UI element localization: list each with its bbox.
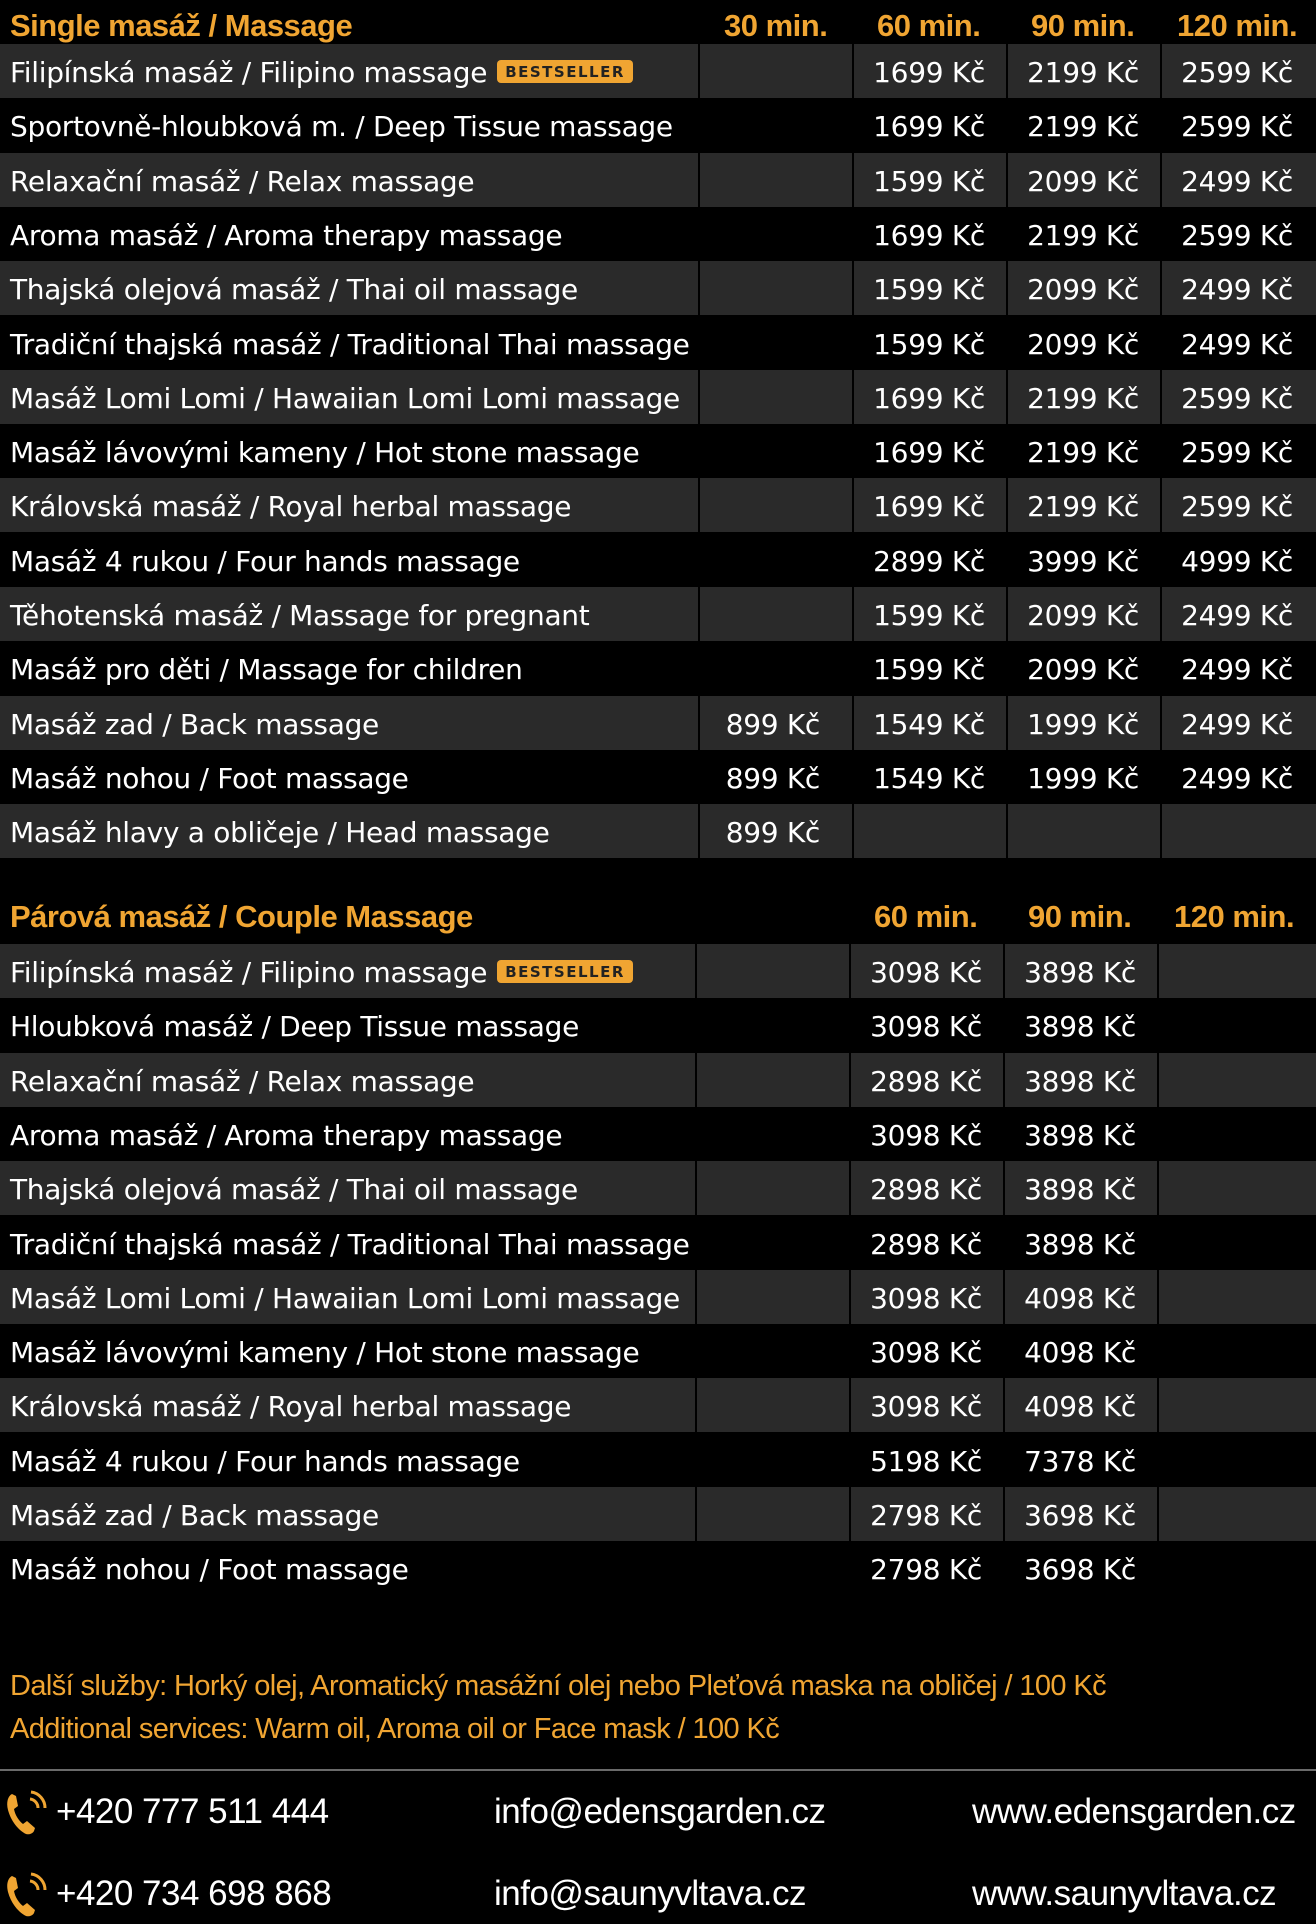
service-name-text: Sportovně-hloubková m. / Deep Tissue massage <box>10 110 673 144</box>
price-p60: 5198 Kč <box>870 1444 982 1478</box>
price-p30: 899 Kč <box>725 707 820 741</box>
couple-duration-90: 90 min. <box>1028 899 1132 934</box>
price-cell <box>1159 1378 1316 1432</box>
price-p90: 2199 Kč <box>1027 490 1139 524</box>
price-p60: 3098 Kč <box>870 956 982 989</box>
price-p120: 2599 Kč <box>1181 56 1293 89</box>
price-p90: 2099 Kč <box>1027 273 1139 307</box>
service-name-text: Masáž lávovými kameny / Hot stone massage <box>10 1336 640 1370</box>
price-p120: 2499 Kč <box>1181 599 1293 632</box>
price-p60: 1699 Kč <box>873 381 985 415</box>
service-name-text: Masáž pro děti / Massage for children <box>10 653 523 687</box>
price-p60: 3098 Kč <box>870 1336 982 1370</box>
price-p90: 4098 Kč <box>1024 1336 1136 1370</box>
table-row <box>0 1433 1316 1487</box>
contact-web-1[interactable]: www.edensgarden.cz <box>972 1792 1296 1831</box>
price-p60: 3098 Kč <box>870 1010 982 1044</box>
service-name <box>10 1119 562 1152</box>
table-row <box>0 1541 1316 1595</box>
table-row <box>0 533 1316 587</box>
table-row <box>0 696 1316 750</box>
price-cell <box>697 1378 849 1432</box>
price-cell <box>700 44 852 98</box>
table-row <box>0 44 1316 98</box>
price-p90: 1999 Kč <box>1027 761 1139 795</box>
price-p120: 2499 Kč <box>1181 761 1293 795</box>
table-row <box>0 424 1316 478</box>
table-row <box>0 153 1316 207</box>
price-p90: 3898 Kč <box>1024 1010 1136 1044</box>
price-p60: 1699 Kč <box>873 110 985 144</box>
service-name-text: Masáž Lomi Lomi / Hawaiian Lomi Lomi massage <box>10 381 680 415</box>
price-p60: 2798 Kč <box>870 1553 982 1587</box>
price-cell <box>697 944 849 998</box>
table-row <box>0 316 1316 370</box>
bestseller-badge: BESTSELLER <box>497 960 633 983</box>
service-name <box>10 219 562 252</box>
service-name-text: Masáž zad / Back massage <box>10 707 379 741</box>
service-name-text: Aroma masáž / Aroma therapy massage <box>10 218 563 252</box>
price-p60: 1549 Kč <box>873 707 985 741</box>
price-p90: 2199 Kč <box>1027 436 1139 470</box>
price-p120: 2499 Kč <box>1181 273 1293 307</box>
price-cell <box>700 316 852 370</box>
service-name <box>10 110 673 143</box>
table-row <box>0 98 1316 152</box>
price-cell <box>1159 1541 1316 1595</box>
table-row <box>0 1107 1316 1161</box>
price-cell <box>697 1541 849 1595</box>
price-p60: 1699 Kč <box>873 490 985 524</box>
couple-duration-60: 60 min. <box>874 899 978 934</box>
price-p90: 3898 Kč <box>1024 1064 1136 1098</box>
table-row <box>0 261 1316 315</box>
price-p120: 2499 Kč <box>1181 653 1293 687</box>
price-cell <box>697 1324 849 1378</box>
contact-email-2[interactable]: info@saunyvltava.cz <box>494 1874 807 1913</box>
service-name-text: Královská masáž / Royal herbal massage <box>10 490 572 524</box>
service-name-text: Masáž 4 rukou / Four hands massage <box>10 1444 520 1478</box>
service-name-text: Masáž hlavy a obličeje / Head massage <box>10 816 550 850</box>
service-name-text: Relaxační masáž / Relax massage <box>10 164 475 198</box>
price-cell <box>700 587 852 641</box>
price-cell <box>700 424 852 478</box>
price-p120: 2499 Kč <box>1181 707 1293 741</box>
service-name-text: Thajská olejová masáž / Thai oil massage <box>10 1173 578 1207</box>
price-p60: 2898 Kč <box>870 1227 982 1261</box>
contact-row <box>0 1782 1316 1842</box>
service-name-text: Thajská olejová masáž / Thai oil massage <box>10 273 578 307</box>
service-name-text: Královská masáž / Royal herbal massage <box>10 1390 572 1424</box>
service-name-text: Filipínská masáž / Filipino massage <box>10 56 488 89</box>
service-name <box>10 1336 639 1369</box>
price-p90: 2199 Kč <box>1027 110 1139 144</box>
couple-section-title: Párová masáž / Couple Massage <box>10 899 473 934</box>
service-name-text: Masáž nohou / Foot massage <box>10 1553 409 1587</box>
service-name <box>10 490 571 523</box>
service-name <box>10 653 523 686</box>
price-p90: 3898 Kč <box>1024 1173 1136 1207</box>
price-cell <box>1159 1270 1316 1324</box>
service-name <box>10 956 633 989</box>
price-p120: 2599 Kč <box>1181 218 1293 252</box>
service-name-text: Aroma masáž / Aroma therapy massage <box>10 1118 563 1152</box>
price-cell <box>1159 1324 1316 1378</box>
service-name-text: Masáž 4 rukou / Four hands massage <box>10 544 520 578</box>
service-name-text: Filipínská masáž / Filipino massage <box>10 956 488 989</box>
price-cell <box>1159 998 1316 1052</box>
price-p60: 1699 Kč <box>873 56 985 89</box>
price-cell <box>700 153 852 207</box>
price-p90: 3898 Kč <box>1024 956 1136 989</box>
price-p90: 3898 Kč <box>1024 1118 1136 1152</box>
service-name <box>10 1390 571 1423</box>
price-p120: 4999 Kč <box>1181 544 1293 578</box>
price-cell <box>700 641 852 695</box>
service-name <box>10 1010 579 1043</box>
contact-web-2[interactable]: www.saunyvltava.cz <box>972 1874 1277 1913</box>
table-row <box>0 641 1316 695</box>
price-p60: 1699 Kč <box>873 218 985 252</box>
service-name <box>10 762 409 795</box>
table-row <box>0 587 1316 641</box>
service-name-text: Tradiční thajská masáž / Traditional Thai massage <box>10 327 690 361</box>
table-row <box>0 1324 1316 1378</box>
price-p90: 2199 Kč <box>1027 218 1139 252</box>
price-cell <box>697 1107 849 1161</box>
table-row <box>0 750 1316 804</box>
price-cell <box>700 207 852 261</box>
service-name-text: Hloubková masáž / Deep Tissue massage <box>10 1010 579 1044</box>
service-name <box>10 1173 578 1206</box>
price-p60: 2898 Kč <box>870 1173 982 1207</box>
table-row <box>0 1487 1316 1541</box>
price-p60: 1549 Kč <box>873 761 985 795</box>
price-p60: 3098 Kč <box>870 1118 982 1152</box>
table-row <box>0 944 1316 998</box>
service-name-text: Masáž lávovými kameny / Hot stone massage <box>10 436 640 470</box>
service-name <box>10 1499 379 1532</box>
service-name <box>10 436 639 469</box>
price-p90: 4098 Kč <box>1024 1281 1136 1315</box>
service-name <box>10 328 690 361</box>
service-name <box>10 545 520 578</box>
service-name <box>10 599 589 632</box>
price-p90: 3898 Kč <box>1024 1227 1136 1261</box>
price-cell <box>697 1216 849 1270</box>
service-name <box>10 56 633 89</box>
price-cell <box>700 261 852 315</box>
single-duration-60: 60 min. <box>877 8 981 43</box>
single-duration-30: 30 min. <box>724 8 828 43</box>
price-p120: 2599 Kč <box>1181 436 1293 470</box>
service-name <box>10 1065 474 1098</box>
price-p90: 1999 Kč <box>1027 707 1139 741</box>
price-cell <box>697 1270 849 1324</box>
price-cell <box>700 478 852 532</box>
table-row <box>0 207 1316 261</box>
price-cell <box>700 533 852 587</box>
contact-email-1[interactable]: info@edensgarden.cz <box>494 1792 826 1831</box>
price-p120: 2499 Kč <box>1181 164 1293 198</box>
price-cell <box>697 1161 849 1215</box>
table-row <box>0 1161 1316 1215</box>
price-cell <box>1159 1053 1316 1107</box>
price-cell <box>1162 804 1316 858</box>
table-row <box>0 1053 1316 1107</box>
price-p90: 7378 Kč <box>1024 1444 1136 1478</box>
service-name <box>10 708 379 741</box>
couple-section-header <box>0 891 1316 945</box>
price-cell <box>1159 1487 1316 1541</box>
price-p60: 2798 Kč <box>870 1499 982 1532</box>
price-p120: 2599 Kč <box>1181 490 1293 524</box>
contact-phone-1[interactable]: +420 777 511 444 <box>56 1792 329 1831</box>
extras-czech: Další služby: Horký olej, Aromatický masážní olej nebo Pleťová maska na obličej / 100 Kč <box>10 1670 1107 1702</box>
table-row <box>0 370 1316 424</box>
service-name <box>10 273 578 306</box>
price-cell <box>700 370 852 424</box>
single-duration-120: 120 min. <box>1177 8 1298 43</box>
contact-row <box>0 1864 1316 1924</box>
price-p120: 2599 Kč <box>1181 381 1293 415</box>
single-duration-90: 90 min. <box>1031 8 1135 43</box>
price-cell <box>697 998 849 1052</box>
service-name <box>10 382 680 415</box>
extras-english: Additional services: Warm oil, Aroma oil or Face mask / 100 Kč <box>10 1713 780 1745</box>
contact-divider <box>0 1769 1316 1771</box>
single-section-title: Single masáž / Massage <box>10 8 353 43</box>
price-p90: 2199 Kč <box>1027 381 1139 415</box>
price-p60: 1599 Kč <box>873 273 985 307</box>
service-name <box>10 1553 409 1586</box>
table-row <box>0 804 1316 858</box>
price-p30: 899 Kč <box>725 761 820 795</box>
bestseller-badge: BESTSELLER <box>497 60 633 83</box>
price-cell <box>1159 944 1316 998</box>
service-name-text: Masáž zad / Back massage <box>10 1499 379 1532</box>
price-p60: 2899 Kč <box>873 544 985 578</box>
price-p60: 1599 Kč <box>873 599 985 632</box>
price-p120: 2499 Kč <box>1181 327 1293 361</box>
table-row <box>0 1270 1316 1324</box>
price-cell <box>854 804 1006 858</box>
price-p90: 3698 Kč <box>1024 1553 1136 1587</box>
table-row <box>0 1216 1316 1270</box>
price-p60: 1699 Kč <box>873 436 985 470</box>
price-p60: 3098 Kč <box>870 1390 982 1424</box>
price-p90: 2099 Kč <box>1027 327 1139 361</box>
price-p90: 2199 Kč <box>1027 56 1139 89</box>
phone-icon <box>4 1788 48 1836</box>
service-name-text: Tradiční thajská masáž / Traditional Thai massage <box>10 1227 690 1261</box>
service-name <box>10 165 474 198</box>
price-cell <box>1159 1433 1316 1487</box>
price-p60: 1599 Kč <box>873 653 985 687</box>
price-cell <box>1008 804 1160 858</box>
contact-phone-2[interactable]: +420 734 698 868 <box>56 1874 332 1913</box>
service-name <box>10 1228 690 1261</box>
table-row <box>0 998 1316 1052</box>
service-name <box>10 1445 520 1478</box>
service-name-text: Těhotenská masáž / Massage for pregnant <box>10 599 590 632</box>
phone-icon <box>4 1870 48 1918</box>
price-cell <box>700 98 852 152</box>
service-name-text: Masáž nohou / Foot massage <box>10 761 409 795</box>
price-cell <box>697 1053 849 1107</box>
table-row <box>0 1378 1316 1432</box>
price-p90: 2099 Kč <box>1027 164 1139 198</box>
table-row <box>0 478 1316 532</box>
couple-duration-120: 120 min. <box>1174 899 1295 934</box>
price-cell <box>1159 1161 1316 1215</box>
service-name <box>10 816 550 849</box>
service-name-text: Masáž Lomi Lomi / Hawaiian Lomi Lomi massage <box>10 1281 680 1315</box>
price-cell <box>697 1487 849 1541</box>
price-p60: 1599 Kč <box>873 327 985 361</box>
price-cell <box>697 1433 849 1487</box>
price-cell <box>1159 1216 1316 1270</box>
service-name <box>10 1282 680 1315</box>
price-p90: 2099 Kč <box>1027 653 1139 687</box>
price-p90: 3999 Kč <box>1027 544 1139 578</box>
price-p90: 3698 Kč <box>1024 1499 1136 1532</box>
price-p90: 4098 Kč <box>1024 1390 1136 1424</box>
price-p60: 1599 Kč <box>873 164 985 198</box>
price-p60: 3098 Kč <box>870 1281 982 1315</box>
price-cell <box>1159 1107 1316 1161</box>
price-p30: 899 Kč <box>725 816 820 850</box>
price-p120: 2599 Kč <box>1181 110 1293 144</box>
price-p90: 2099 Kč <box>1027 599 1139 632</box>
price-p60: 2898 Kč <box>870 1064 982 1098</box>
service-name-text: Relaxační masáž / Relax massage <box>10 1064 475 1098</box>
